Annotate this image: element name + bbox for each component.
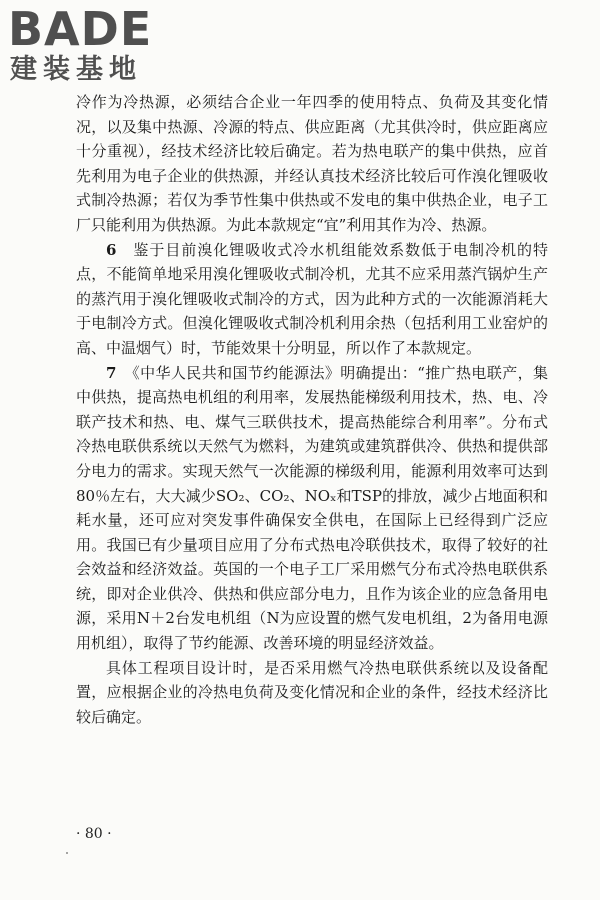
logo-subtitle: 建装基地 (10, 54, 142, 85)
bade-logo (8, 4, 178, 88)
paragraph-continuation (76, 90, 548, 238)
paragraph-text: 冷作为冷热源，必须结合企业一年四季的使用特点、负荷及其变化情况，以及集中热源、冷源的特点、供应距离（尤其供冷时，供应距离应十分重视），经技术经济比较后确定。若为热电联产的集中供热，应首先利用为电子企业的供热源，并经认真技术经济比较后可作溴化锂吸收式制冷热源；若仅为季节性集中供热或不发电的集中供热企业，电子工厂只能利用为供热源。为此本款规定“宜”利用其作为冷、热源。 (76, 93, 548, 234)
logo-wordmark: BADE (8, 2, 153, 56)
paragraph-number: 6 (106, 240, 117, 259)
paragraph-text: 具体工程项目设计时，是否采用燃气冷热电联供系统以及设备配置，应根据企业的冷热电负荷及变化情况和企业的条件，经技术经济比较后确定。 (76, 658, 548, 726)
scan-speck (66, 852, 68, 854)
paragraph-number: 7 (106, 363, 117, 382)
paragraph-text: 《中华人民共和国节约能源法》明确提出：“推广热电联产，集中供热，提高热电机组的利用率，发展热能梯级利用技术，热、电、冷联产技术和热、电、煤气三联供技术，提高热能综合利用率”。分布式冷热电联供系统以天然气为燃料，为建筑或建筑群供冷、供热和提供部分电力的需求。实现天然气一次能源的梯级利用，能源利用效率可达到80％左右，大大减少SO₂、CO₂、NOₓ和TSP的排放，减少占地面积和耗水量，还可应对突发事件确保安全供电，在国际上已经得到广泛应用。我国已有少量项目应用了分布式热电冷联供技术，取得了较好的社会效益和经济效益。英国的一个电子工厂采用燃气分布式冷热电联供系统，即对企业供冷、供热和供应部分电力，且作为该企业的应急备用电源，采用N＋2台发电机组（N为应设置的燃气发电机组，2为备用电源用机组），取得了节约能源、改善环境的明显经济效益。 (76, 363, 548, 653)
paragraph-final (76, 656, 548, 730)
paragraph-text: 鉴于目前溴化锂吸收式冷水机组能效系数低于电制冷机的特点，不能简单地采用溴化锂吸收式制冷机，尤其不应采用蒸汽锅炉生产的蒸汽用于溴化锂吸收式制冷的方式，因为此种方式的一次能源消耗大于电制冷方式。但溴化锂吸收式制冷机利用余热（包括利用工业窑炉的高、中温烟气）时，节能效果十分明显，所以作了本款规定。 (76, 240, 548, 357)
page-number: · 80 · (76, 826, 112, 842)
paragraph-item-6 (76, 238, 548, 361)
paragraph-item-7 (76, 361, 548, 656)
body-text (76, 90, 548, 729)
